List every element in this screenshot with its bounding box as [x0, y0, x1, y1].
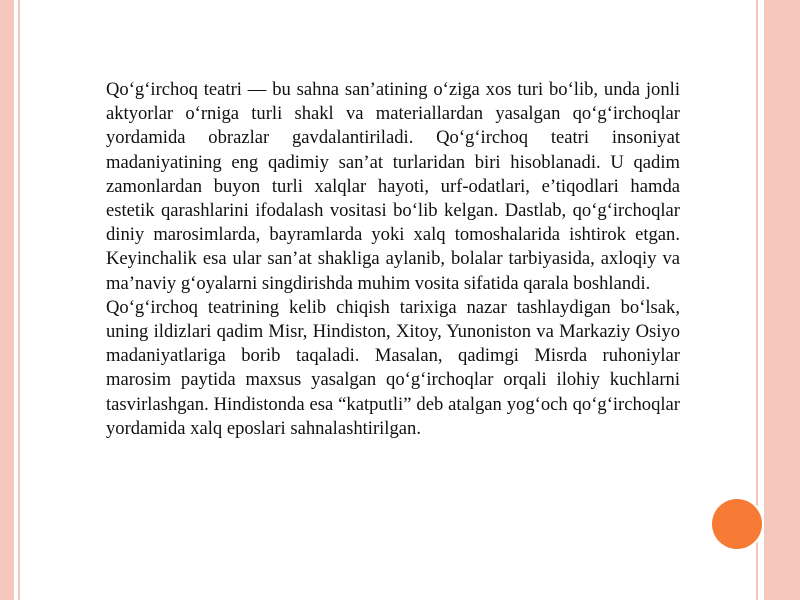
- paragraph-2: Qo‘g‘irchoq teatrining kelib chiqish tarixiga nazar tashlaydigan bo‘lsak, uning ildizlari qadim Misr, Hindiston, Xitoy, Yunoniston va Markaziy Osiyo madaniyatlariga borib taqaladi. Masalan, qadimgi Misrda ruhoniylar marosim paytida maxsus yasalgan qo‘g‘irchoqlar orqali ilohiy kuchlarni tasvirlashgan. Hindistonda esa “katputli” deb atalgan yog‘och qo‘g‘irchoqlar yordamida xalq eposlari sahnalashtirilgan.: [106, 296, 680, 439]
- right-border-band: [764, 0, 800, 600]
- left-border-band: [0, 0, 14, 600]
- left-border-line: [18, 0, 20, 600]
- orange-circle-decoration: [712, 499, 762, 549]
- slide-body: [106, 78, 680, 441]
- paragraph-1: Qo‘g‘irchoq teatri — bu sahna san’atining o‘ziga xos turi bo‘lib, unda jonli aktyorlar o‘rniga turli shakl va materiallardan yasalgan qo‘g‘irchoqlar yordamida obrazlar gavdalantiriladi. Qo‘g‘irchoq teatri insoniyat madaniyatining eng qadimiy san’at turlaridan biri hisoblanadi. U qadim zamonlardan buyon turli xalqlar hayoti, urf-odatlari, e’tiqodlari hamda estetik qarashlarini ifodalash vositasi bo‘lib kelgan. Dastlab, qo‘g‘irchoqlar diniy marosimlarda, bayramlarda yoki xalq tomoshalarida ishtirok etgan. Keyinchalik esa ular san’at shakliga aylanib, bolalar tarbiyasida, axloqiy va ma’naviy g‘oyalarni singdirishda muhim vosita sifatida qarala boshlandi.: [106, 79, 680, 294]
